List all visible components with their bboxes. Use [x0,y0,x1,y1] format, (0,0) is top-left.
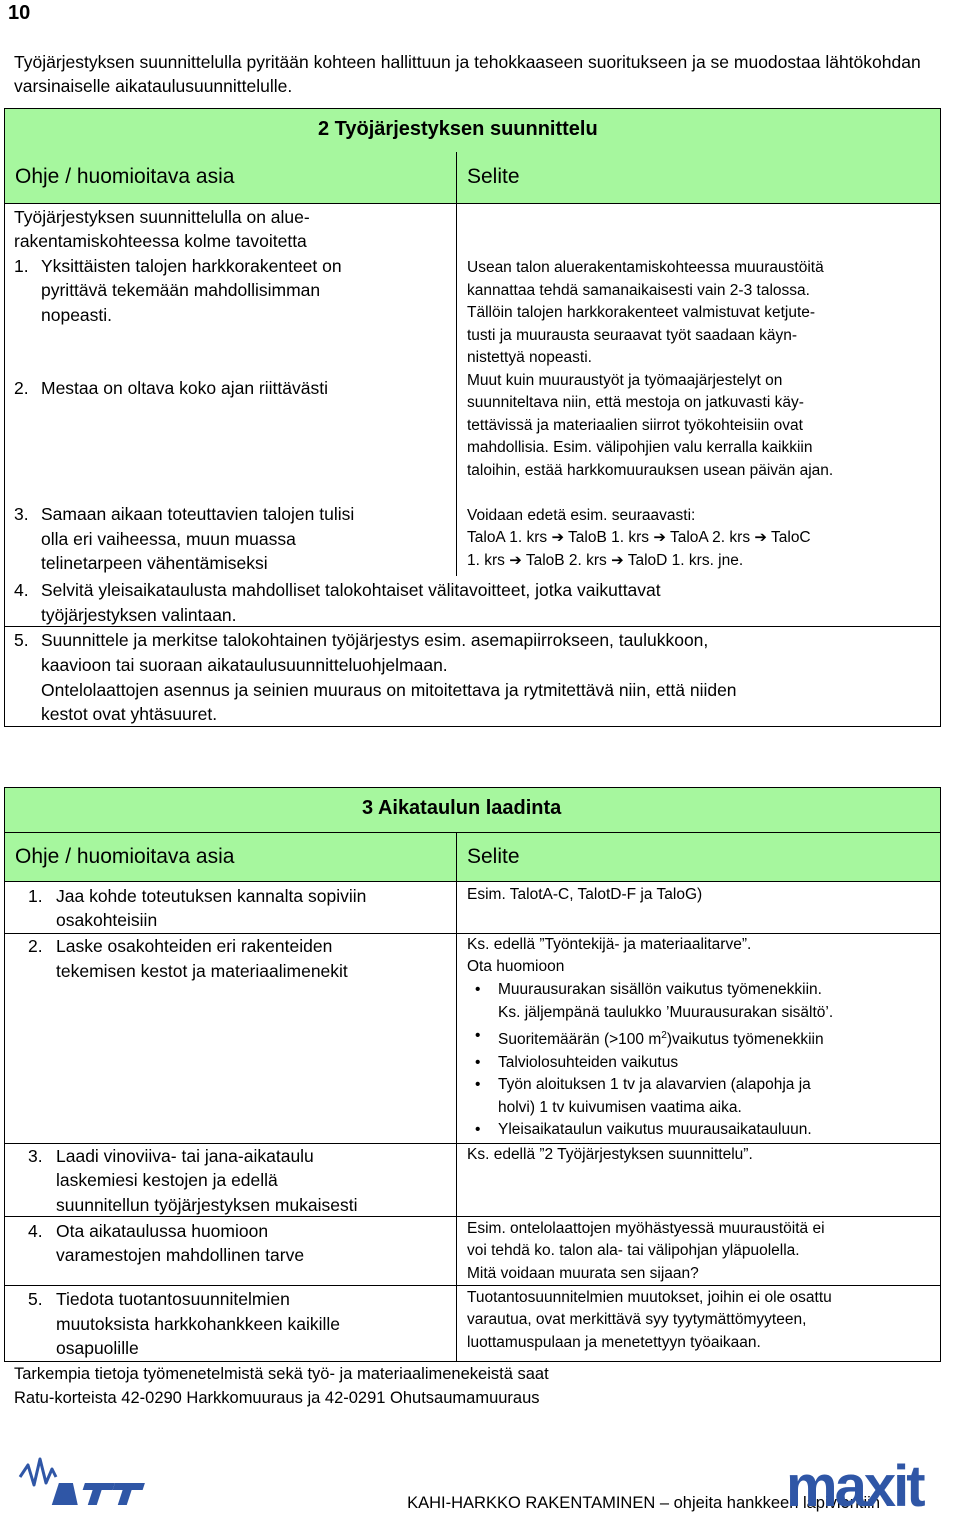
list-text: osapuolille [56,1338,139,1358]
section3-col-left-header: Ohje / huomioitava asia [15,845,235,868]
bullet-text: )vaikutus työmenekkiin [666,1031,824,1049]
list-number: 4. [14,580,29,600]
list-number: 4. [28,1221,43,1241]
list-text: laskemiesi kestojen ja edellä [56,1170,278,1190]
bullet-item [467,1074,937,1119]
references-line-2: Ratu-korteista 42-0290 Harkkomuuraus ja 42-0291 Ohutsaumamuuraus [14,1389,540,1407]
section2-intro-line1: Työjärjestyksen suunnittelulla on alue- [14,207,310,227]
maxit-logo [786,1456,952,1512]
list-number: 2. [14,378,29,398]
section3-title: 3 Aikataulun laadinta [362,797,562,819]
selite-line: Tuotantosuunnitelmien muutokset, joihin ei ole osattu [467,1289,832,1306]
selite-line: suunniteltava niin, että mestoja on jatkuvasti käy- [467,394,804,411]
selite-line: Muut kuin muuraustyöt ja työmaajärjestelyt on [467,372,783,389]
list-text: Laske osakohteiden eri rakenteiden [56,936,333,956]
arrow-right-icon: ➔ [611,552,624,569]
selite-line: Voidaan edetä esim. seuraavasti: [467,507,696,524]
bullet-item [467,1025,937,1052]
selite-line: taloihin, estää harkkomuurauksen usean päivän ajan. [467,462,834,479]
arrow-right-icon: ➔ [551,529,565,546]
sequence-step: TaloA 1. krs [467,529,548,546]
bullet-text: • Muurausurakan sisällön vaikutus työmenekkiin. [498,981,822,998]
selite-line: Mitä voidaan muurata sen sijaan? [467,1265,699,1282]
sequence-line-1 [467,527,811,550]
list-text: Samaan aikaan toteuttavien talojen tulisi [41,504,355,524]
list-text: kaavioon tai suoraan aikataulusuunnitteluohjelmaan. [41,655,448,675]
list-text: Ota aikataulussa huomioon [56,1221,269,1241]
considerations-list [467,979,937,1142]
bullet-text: holvi) 1 tv kuivumisen vaatima aika. [498,1098,742,1116]
sequence-step: TaloB 2. krs [525,552,607,569]
selite-line: Tällöin talojen harkkorakenteet valmistuvat ketjute- [467,304,816,321]
selite-line: Ks. edellä ”2 Työjärjestyksen suunnittelu”. [467,1146,753,1163]
page-number: 10 [8,2,31,24]
list-number: 1. [28,886,43,906]
list-text: kestot ovat yhtäsuuret. [41,704,218,724]
section2-col-left-header: Ohje / huomioitava asia [15,165,235,188]
sequence-step: TaloA 2. krs [669,529,751,546]
selite-line: tusti ja muurausta seuraavat työt saadaan käyn- [467,327,797,344]
sequence-step: TaloC [771,529,811,546]
selite-line: Usean talon aluerakentamiskohteessa muuraustöitä [467,259,824,276]
sequence-line-2 [467,550,743,573]
references-line-1: Tarkempia tietoja työmenetelmistä sekä työ- ja materiaalimenekeistä saat [14,1365,549,1383]
list-text: tekemisen kestot ja materiaalimenekit [56,961,348,981]
selite-line: mahdollisia. Esim. välipohjien valu kerralla kaikkiin [467,439,813,456]
section2-title: 2 Työjärjestyksen suunnittelu [318,118,598,140]
maxit-logo-text: maxit [786,1456,923,1512]
arrow-right-icon: ➔ [653,529,666,546]
list-text: muutoksista harkkohankkeen kaikille [56,1314,341,1334]
sequence-step: TaloD 1. krs. jne. [627,552,744,569]
list-text: nopeasti. [41,305,113,325]
footer-title: KAHI-HARKKO RAKENTAMINEN – ohjeita hankkeen läpivientiin [407,1494,880,1512]
selite-line: tettävissä ja materiaalien siirrot työkohteisiin ovat [467,417,803,434]
sequence-step: TaloB 1. krs [568,529,650,546]
selite-line: luottamuspulaan ja menetettyyn työaikaan. [467,1334,761,1351]
superscript: 2 [661,1030,667,1041]
selite-line: Esim. TalotA-C, TalotD-F ja TaloG) [467,886,703,903]
selite-line: voi tehdä ko. talon ala- tai välipohjan yläpuolella. [467,1242,800,1259]
list-text: Suunnittele ja merkitse talokohtainen työjärjestys esim. asemapiirrokseen, taulukkoon, [41,630,709,650]
section3-col-right-header: Selite [467,845,520,868]
list-text: Tiedota tuotantosuunnitelmien [56,1289,290,1309]
list-number: 5. [14,630,29,650]
vtt-logo [16,1455,146,1513]
list-text: olla eri vaiheessa, muun muassa [41,529,296,549]
list-text: osakohteisiin [56,910,158,930]
section2-intro-line2: rakentamiskohteessa kolme tavoitetta [14,231,307,251]
selite-line: Ks. edellä ”Työntekijä- ja materiaalitarve”. [467,936,752,953]
list-text: pyrittävä tekemään mahdollisimman [41,280,321,300]
section2-col-right-header: Selite [467,165,520,188]
bullet-text: • Yleisaikataulun vaikutus muurausaikatauluun. [498,1121,812,1139]
bullet-text: • Työn aloituksen 1 tv ja alavarvien (alapohja ja [498,1076,811,1094]
list-number: 5. [28,1289,43,1309]
list-text: telinetarpeen vähentämiseksi [41,553,268,573]
intro-paragraph: Työjärjestyksen suunnittelulla pyritään kohteen hallittuun ja tehokkaaseen suoritukseen ja se muodostaa lähtökohdan varsinaiselle aikataulusuunnittelulle. [14,52,921,96]
bullet-text: • Talviolosuhteiden vaikutus [498,1053,679,1071]
list-text: varamestojen mahdollinen tarve [56,1245,305,1265]
list-text: Yksittäisten talojen harkkorakenteet on [41,256,342,276]
list-text: Selvitä yleisaikataulusta mahdolliset talokohtaiset välitavoitteet, jotka vaikuttavat [41,580,661,600]
selite-line: nistettyä nopeasti. [467,349,592,366]
list-text: Laadi vinoviiva- tai jana-aikataulu [56,1146,314,1166]
arrow-right-icon: ➔ [754,529,767,546]
bullet-text: Suoritemäärän (>100 m [498,1031,662,1049]
list-text: työjärjestyksen valintaan. [41,605,237,625]
list-text: Mestaa on oltava koko ajan riittävästi [41,378,328,398]
list-number: 1. [14,256,29,276]
selite-line: Esim. ontelolaattojen myöhästyessä muuraustöitä ei [467,1220,825,1237]
bullet-text: Ks. jäljempänä taulukko ’Muurausurakan sisältö’. [498,1003,834,1021]
bullet-item [467,1052,937,1075]
selite-line: kannattaa tehdä samanaikaisesti vain 2-3 talossa. [467,282,810,299]
list-text: Jaa kohde toteutuksen kannalta sopiviin [56,886,367,906]
list-text: Ontelolaattojen asennus ja seinien muuraus on mitoitettava ja rytmitettävä niin, että niiden [41,680,737,700]
sequence-step: 1. krs [467,552,505,569]
bullet-item [467,1119,937,1142]
list-number: 3. [28,1146,43,1166]
list-number: 3. [14,504,29,524]
selite-line: varautua, ovat merkittävä syy tyytymättömyyteen, [467,1311,807,1328]
list-text: suunnitellun työjärjestyksen mukaisesti [56,1195,358,1215]
selite-line: Ota huomioon [467,958,565,975]
list-number: 2. [28,936,43,956]
arrow-right-icon: ➔ [509,552,522,569]
bullet-item [467,979,937,1024]
